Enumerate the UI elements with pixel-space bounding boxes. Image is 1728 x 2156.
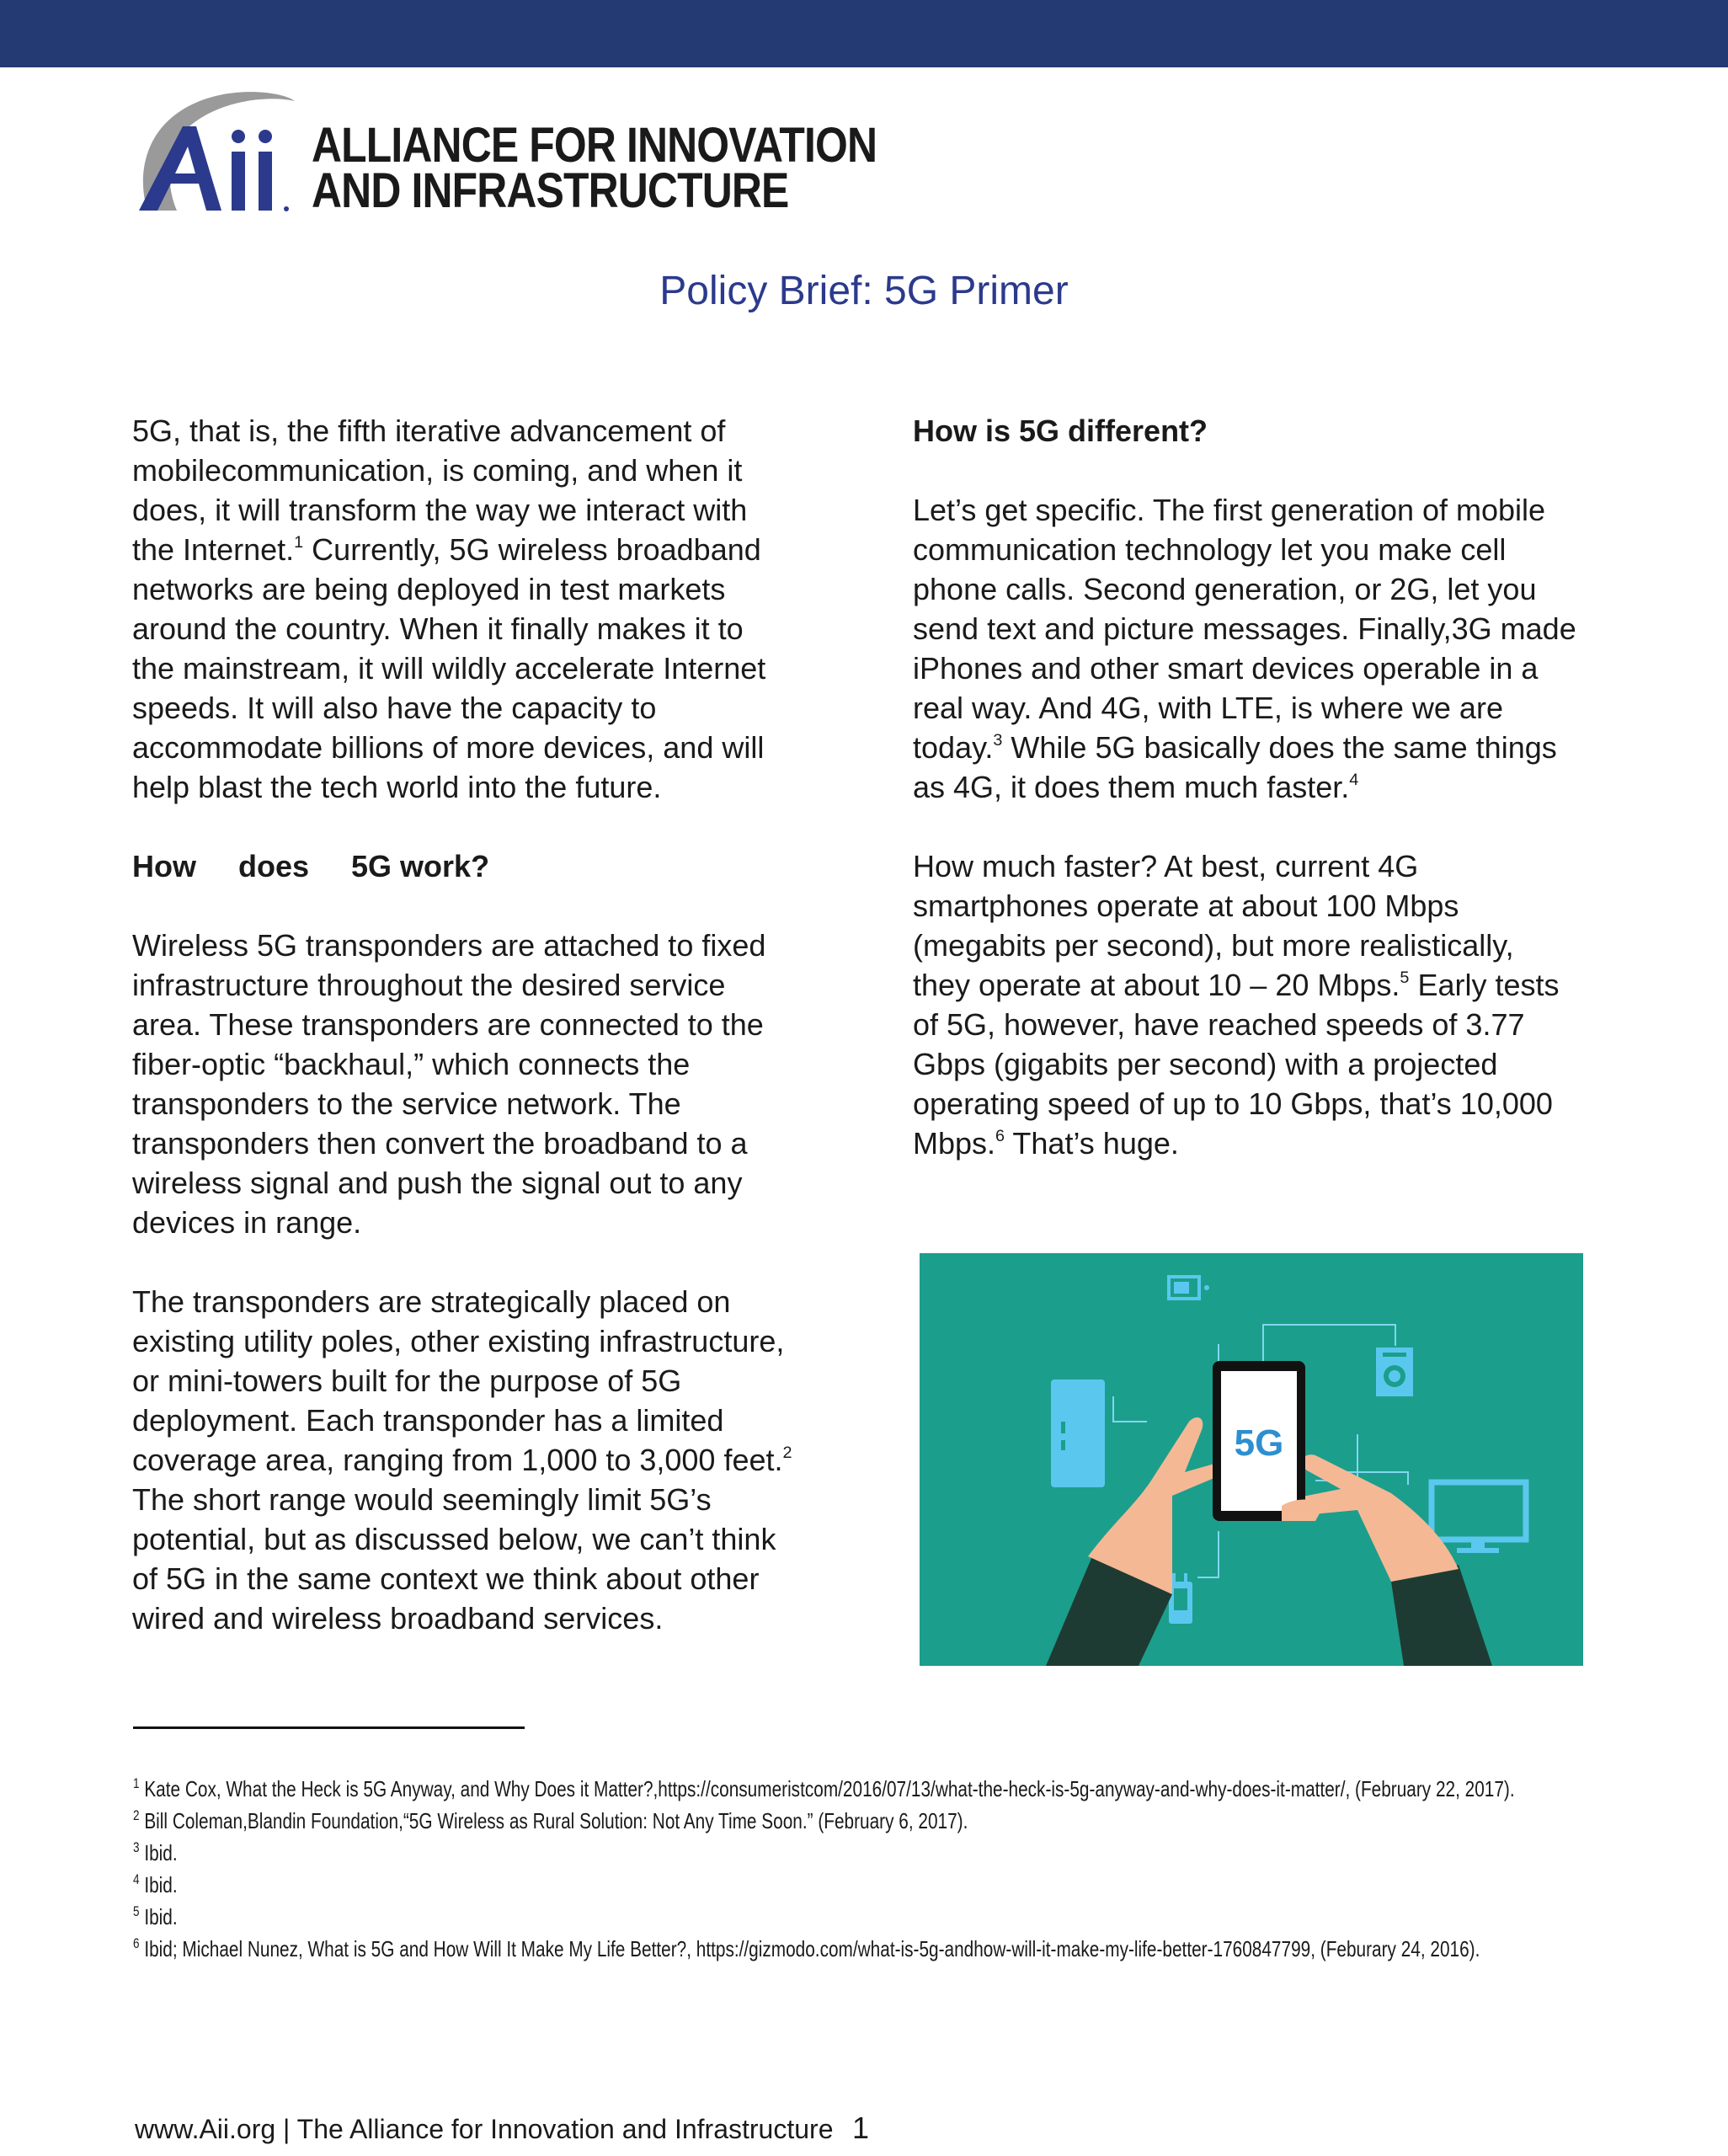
- tv-small-icon: [1169, 1277, 1209, 1299]
- footnote-ref: 5: [1400, 969, 1410, 988]
- right-column: [913, 411, 1587, 1163]
- transponders-paragraph: Wireless 5G transponders are attached to fixed infrastructure throughout the desired service area. These transponders are connected to the fiber-optic “backhaul,” which connects the transponders to the service network. The transponders then convert the broadband to a wireless signal and push the signal out to any devices in range.: [132, 928, 766, 1240]
- intro-paragraph: 5G, that is, the fifth iterative advancement of mobilecommunication, is coming, and when it does, it will transform the way we interact with the Internet.$^1$ Currently, 5G wireless broadband networks are being deployed in test markets around the country. When it finally makes it to the mainstream, it will wildly accelerate Internet speeds. It will also have the capacity to accommodate billions of more devices, and will help blast the tech world into the future.: [132, 414, 766, 804]
- footnote-2: $^2$ Bill Coleman,Blandin Foundation,“5G Wireless as Rural Solution: Not Any Time Soon.” (February 6, 2017).: [133, 1806, 968, 1833]
- footnote-5: $^5$ Ibid.: [133, 1903, 178, 1929]
- page-title: Policy Brief: 5G Primer: [659, 269, 1069, 313]
- generations-paragraph: Let’s get specific. The first generation of mobile communication technology let you make cell phone calls. Second generation, or 2G, let you send text and picture messages. Finally,3G made iPhones and other smart devices operable in a real way. And 4G, with LTE, is where we are today.$^3$ While 5G basically does the same things as 4G, it does them much faster.$^4$: [913, 493, 1576, 804]
- top-banner-bar: [0, 0, 1728, 67]
- footnote-ref: 3: [993, 731, 1003, 750]
- washing-machine-icon: [1376, 1348, 1413, 1396]
- section-heading-how-5g-works: How does 5G work?: [132, 849, 490, 883]
- footnotes: [133, 1773, 1649, 1965]
- page-number: 1: [852, 2111, 870, 2145]
- logo-line-2: AND INFRASTRUCTURE: [312, 163, 789, 218]
- refrigerator-icon: [1051, 1380, 1105, 1487]
- footnote-ref: 2: [782, 1444, 792, 1463]
- footnote-6: $^6$ Ibid; Michael Nunez, What is 5G and How Will It Make My Life Better?, https://gizmodo.com/what-is-5g-andhow-will-it-make-my-life-better-1760847799, (Feburary 24, 2016).: [133, 1935, 1480, 1961]
- left-column: [132, 411, 814, 1638]
- speeds-paragraph: How much faster? At best, current 4G smartphones operate at about 100 Mbps (megabits per second), but more realistically, they operate at about 10 – 20 Mbps.$^5$ Early tests of 5G, however, have reached speeds of 3.77 Gbps (gigabits per second) with a projected operating speed of up to 10 Gbps, that’s 10,000 Mbps.$^6$ That’s huge.: [913, 849, 1560, 1161]
- 5g-illustration: [920, 1253, 1583, 1666]
- smartphone-icon: [1213, 1361, 1305, 1521]
- footnote-divider: [133, 1726, 525, 1729]
- placement-paragraph: The transponders are strategically placed on existing utility poles, other existing infrastructure, or mini-towers built for the purpose of 5G deployment. Each transponder has a limited coverage area, ranging from 1,000 to 3,000 feet.$^2$ The short range would seemingly limit 5G’s potential, but as discussed below, we can’t think of 5G in the same context we think about other wired and wireless broadband services.: [132, 1284, 792, 1636]
- 5g-devices-illustration-svg: [920, 1253, 1583, 1666]
- mobile-device-icon: [1169, 1573, 1192, 1624]
- footnote-ref: 1: [294, 533, 304, 552]
- phone-5g-label: 5G: [1234, 1422, 1284, 1464]
- footnote-ref: 6: [995, 1127, 1005, 1146]
- organization-logo: [131, 84, 877, 219]
- aii-logo-mark: [131, 84, 299, 219]
- footnote-1: $^1$ Kate Cox, What the Heck is 5G Anyway, and Why Does it Matter?,https://consumeristcom/2016/07/13/what-the-heck-is-5g-anyway-and-why-does-it-matter/, (February 22, 2017).: [133, 1774, 1515, 1801]
- footnote-3: $^3$ Ibid.: [133, 1838, 178, 1865]
- footnote-ref: 4: [1349, 771, 1359, 790]
- section-heading-how-5g-different: How is 5G different?: [913, 414, 1208, 448]
- footnote-4: $^4$ Ibid.: [133, 1870, 178, 1897]
- logo-line-1: ALLIANCE FOR INNOVATION: [312, 118, 877, 173]
- footer-text: www.Aii.org | The Alliance for Innovation and Infrastructure: [135, 2114, 834, 2144]
- logo-wordmark: [312, 118, 877, 218]
- monitor-icon: [1432, 1482, 1526, 1553]
